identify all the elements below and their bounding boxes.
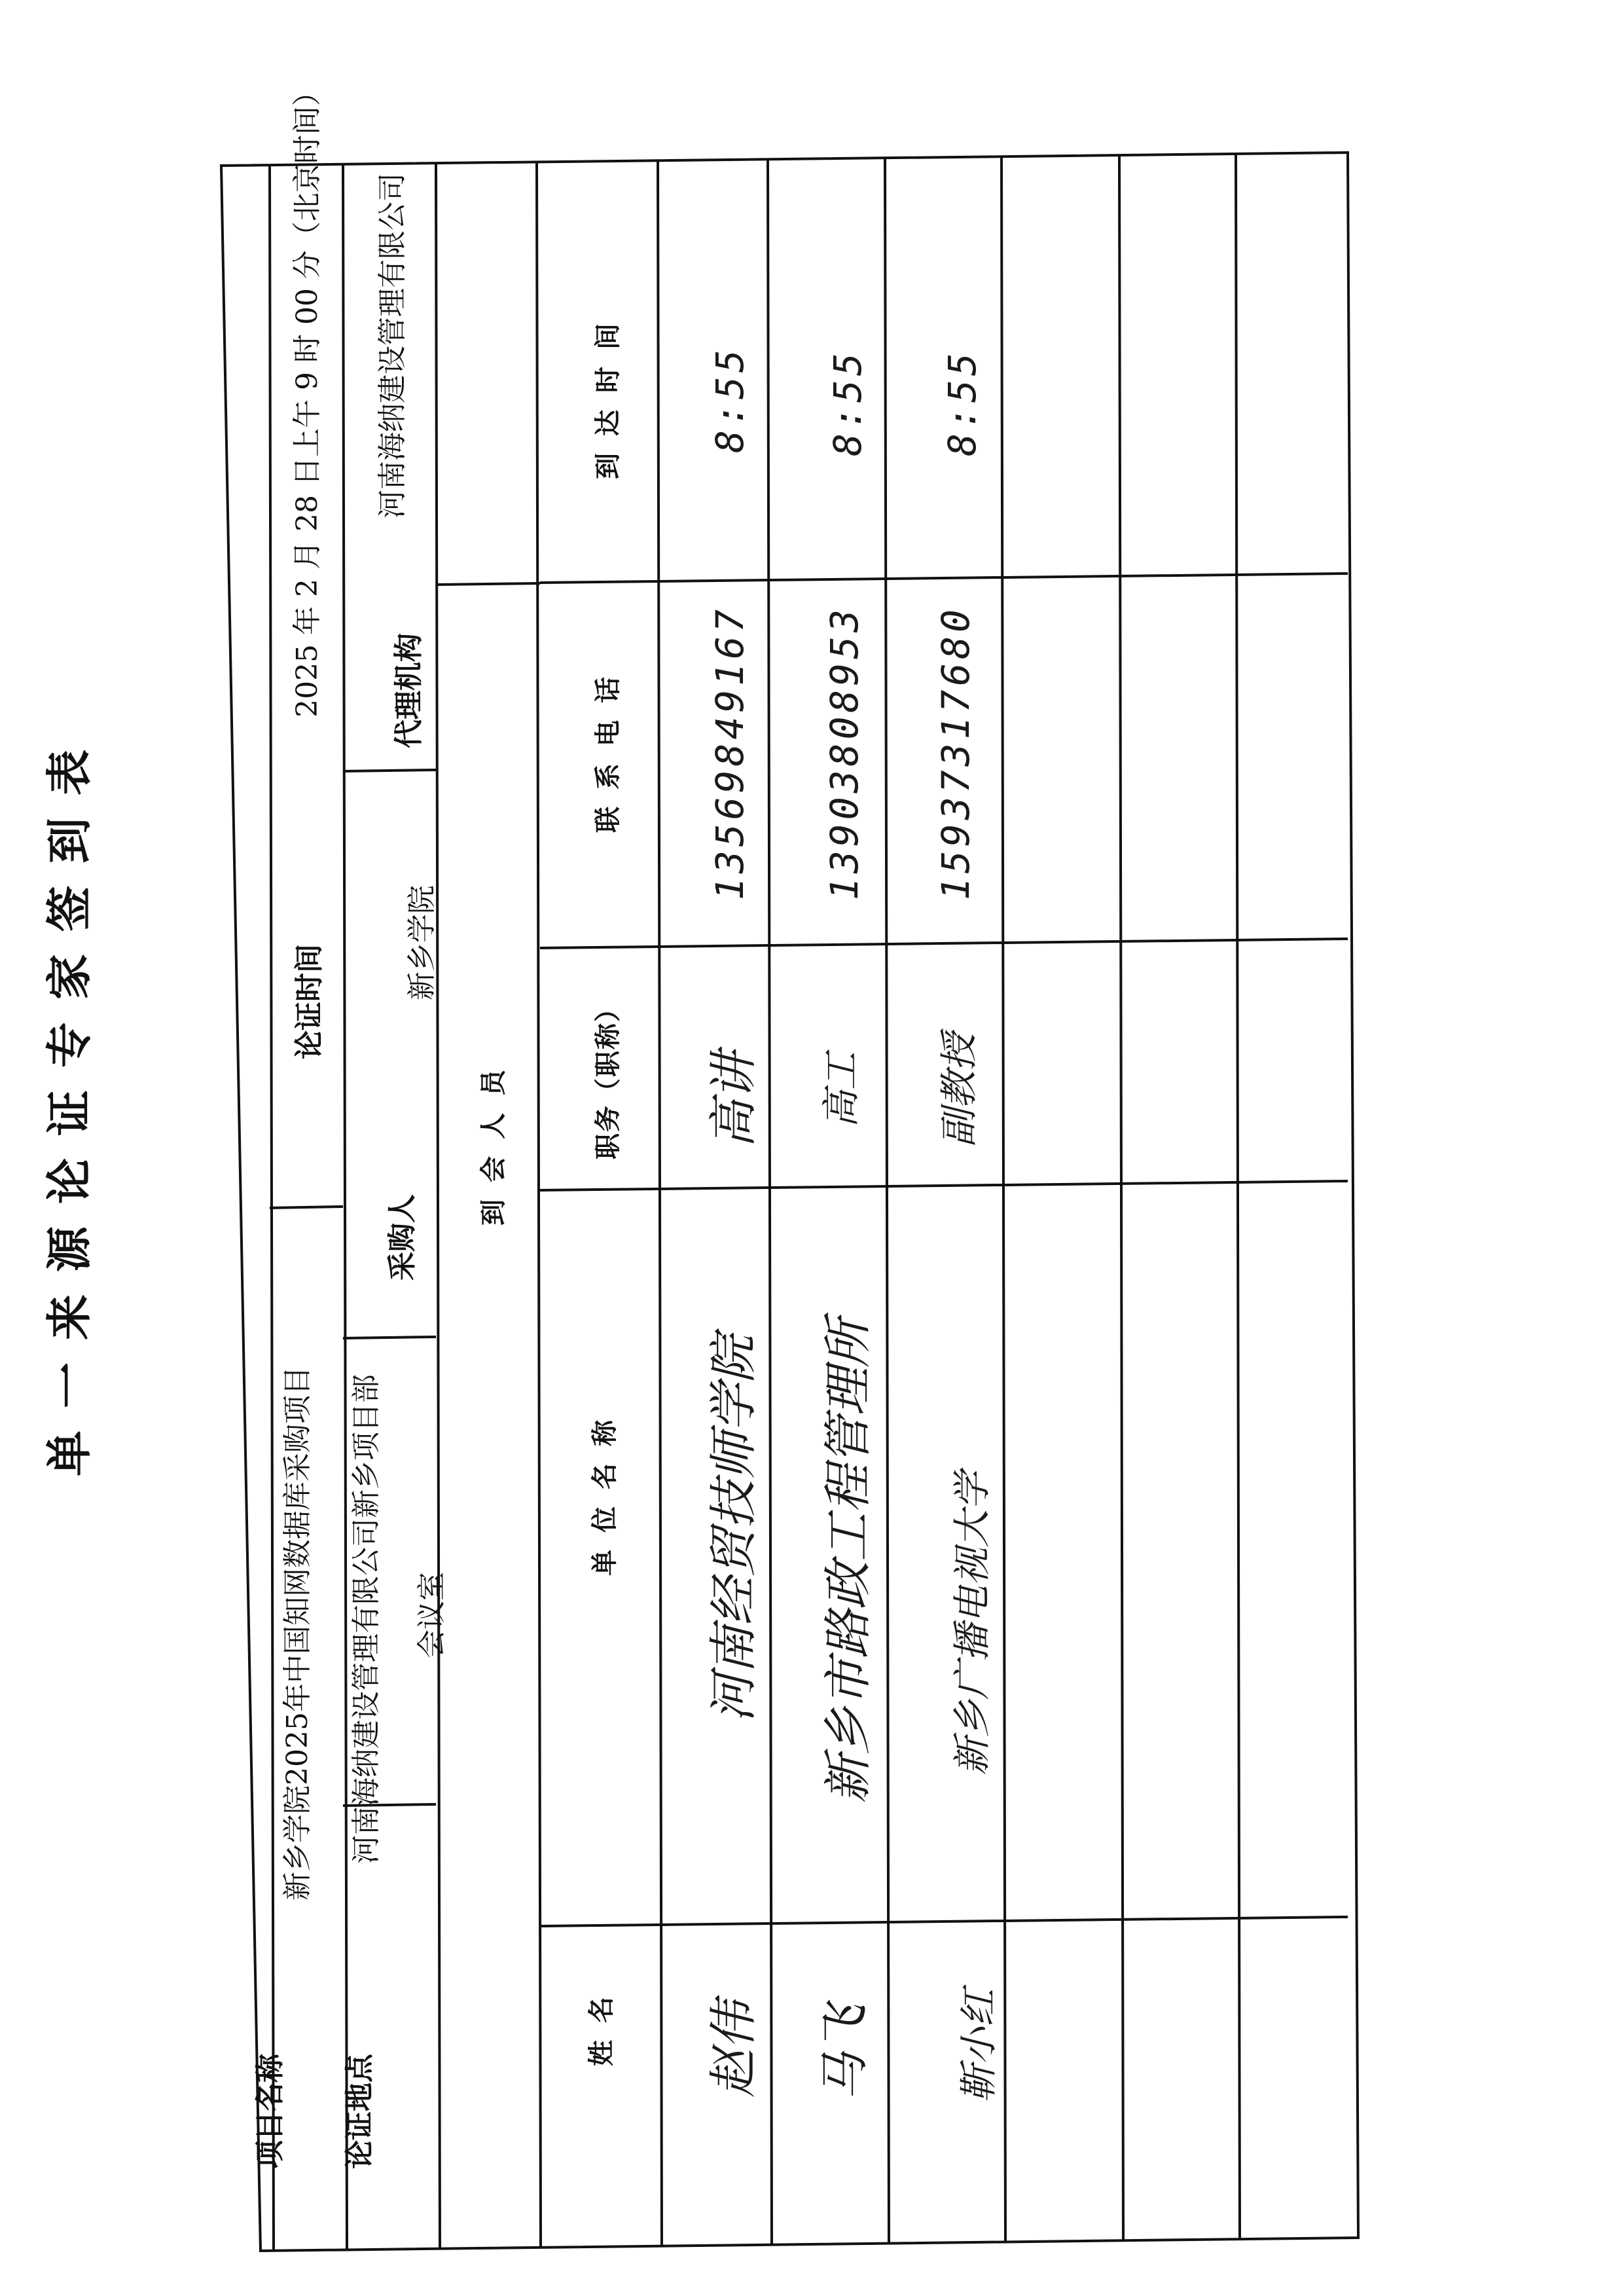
table-row-2-position: 高工	[819, 1052, 863, 1129]
project-name-value: 新乡学院2025年中国知网数据库采购项目	[281, 1366, 314, 1901]
agency-label: 代理机构	[392, 633, 425, 748]
project-name-label: 项目名称	[253, 2054, 287, 2169]
table-row-3-phone: 15937317680	[933, 605, 978, 901]
table-row-3-position: 副教授	[937, 1033, 981, 1148]
col-unit-header: 单位名称	[589, 1403, 620, 1576]
agency-value: 河南海纳建设管理有限公司	[376, 173, 409, 519]
time-value: 2025 年 2 月 28 日上午 9 时 00 分（北京时间）	[291, 77, 324, 718]
table-row-1-position: 高讲	[706, 1051, 762, 1148]
page-title: 单一来源论证专家签到表	[42, 727, 96, 1476]
table-row-3-arrival: 8:55	[940, 349, 984, 456]
col-arrival-header: 到达时间	[592, 306, 623, 479]
table-row-2-arrival: 8:55	[825, 349, 870, 456]
time-label: 论证时间	[293, 944, 326, 1059]
table-row-2-name: 马飞	[817, 2004, 873, 2101]
location-label: 论证地点	[343, 2054, 376, 2169]
col-position-header: 职务（职称）	[592, 994, 623, 1159]
table-row-1-arrival: 8:55	[708, 346, 752, 453]
col-name-header: 姓名	[586, 1980, 617, 2066]
table-row-1-unit: 河南经贸技师学院	[706, 1335, 762, 1722]
table-row-1-name: 赵伟	[706, 2001, 762, 2098]
table-row-3-name: 靳小红	[956, 1989, 1001, 2104]
table-row-3-unit: 新乡广播电视大学	[950, 1472, 994, 1776]
location-value-room: 会议室	[415, 1572, 448, 1658]
attendees-heading: 到会人员	[478, 1053, 509, 1226]
col-phone-header: 联系电话	[592, 660, 623, 833]
table-row-2-phone: 13903808953	[822, 605, 867, 901]
location-value: 河南海纳建设管理有限公司新乡项目部	[350, 1374, 383, 1864]
table-row-1-phone: 13569849167	[708, 605, 752, 901]
purchaser-label: 采购人	[386, 1194, 419, 1281]
purchaser-value: 新乡学院	[405, 885, 439, 1000]
table-row-2-unit: 新乡市路政工程管理所	[820, 1319, 876, 1804]
